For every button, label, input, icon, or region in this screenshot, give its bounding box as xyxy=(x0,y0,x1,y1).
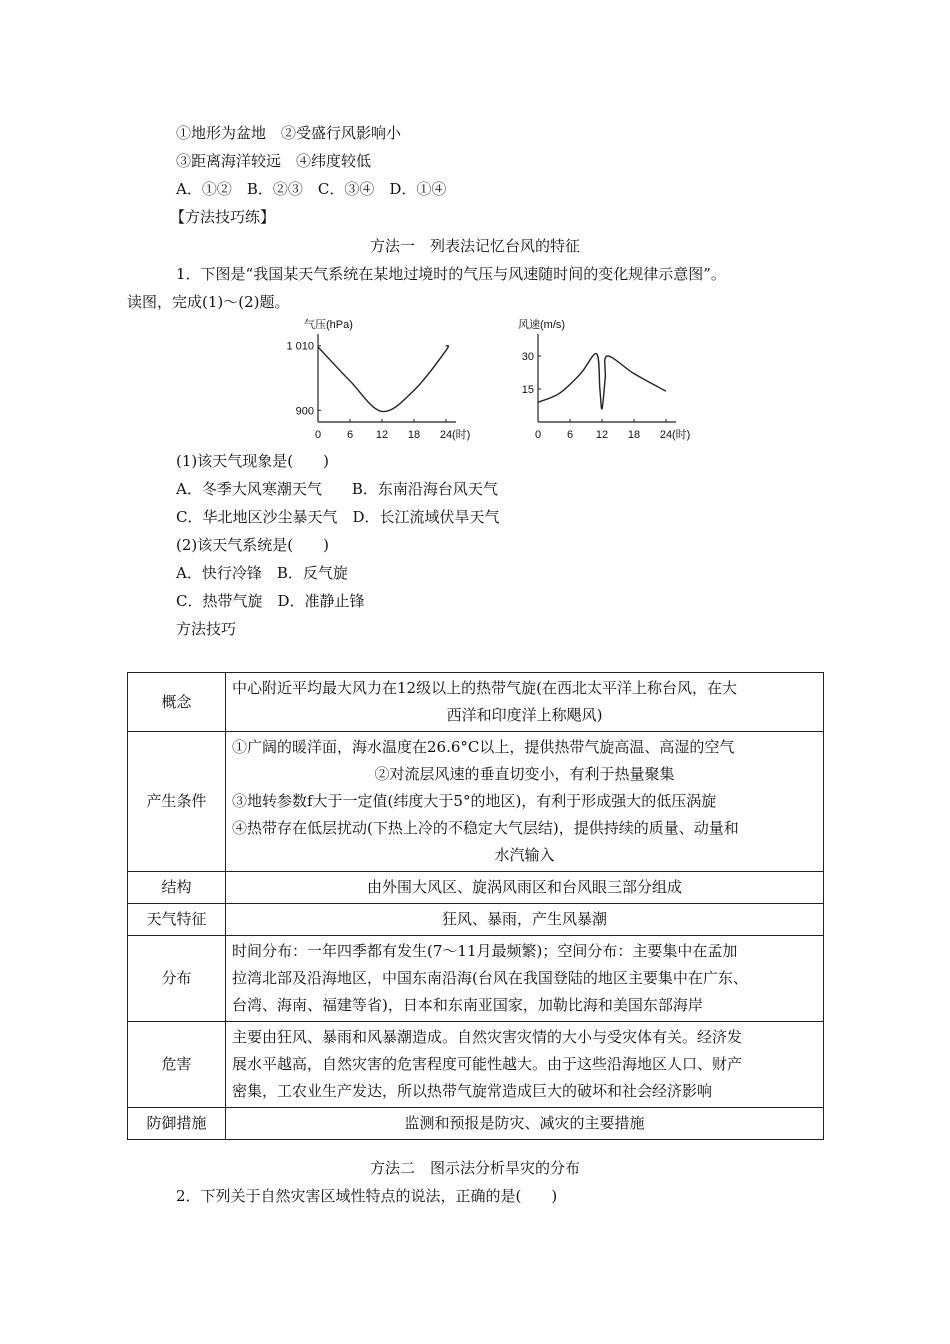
table-row-heading: 产生条件 xyxy=(128,732,226,872)
table-row xyxy=(128,1108,824,1140)
x-axis-label: (时) xyxy=(452,429,471,441)
series-line xyxy=(318,346,448,412)
x-tick-label: 12 xyxy=(375,429,389,441)
table-row xyxy=(128,872,824,904)
table-cell-line: 西洋和印度洋上称飓风) xyxy=(446,706,603,724)
table-row-content xyxy=(226,673,824,732)
table-row-heading: 天气特征 xyxy=(128,904,226,936)
section-title: 【方法技巧练】 xyxy=(170,208,276,226)
method2-title: 方法二 图示法分析旱灾的分布 xyxy=(369,1159,580,1177)
sub1-options-ab: A．冬季大风寒潮天气 B．东南沿海台风天气 xyxy=(176,480,498,498)
y-tick-label: 900 xyxy=(295,405,314,418)
y-axis-label: 风速(m/s) xyxy=(518,319,566,331)
table-cell-line: 由外围大风区、旋涡风雨区和台风眼三部分组成 xyxy=(366,878,682,896)
x-tick-label: 6 xyxy=(566,429,574,441)
series-line xyxy=(538,354,666,409)
table-row-content xyxy=(226,872,824,904)
prev-answers: A．①② B．②③ C．③④ D．①④ xyxy=(176,180,447,198)
table-cell-line: 监测和预报是防灾、减灾的主要措施 xyxy=(404,1114,645,1132)
pressure-chart xyxy=(282,314,482,450)
table-cell-line: 展水平越高，自然灾害的危害程度可能性越大。由于这些沿海地区人口、财产 xyxy=(232,1055,743,1073)
table-row-heading: 危害 xyxy=(128,1022,226,1108)
table-row-heading: 结构 xyxy=(128,872,226,904)
x-tick-label: 18 xyxy=(627,429,641,441)
table-cell-line: ①广阔的暖洋面，海水温度在26.6°C以上，提供热带气旋高温、高湿的空气 xyxy=(232,738,735,756)
x-tick-label: 12 xyxy=(595,429,609,441)
table-row xyxy=(128,1022,824,1108)
prev-options-line2: ③距离海洋较远 ④纬度较低 xyxy=(176,152,372,170)
x-tick-label: 0 xyxy=(314,429,322,441)
prev-options-line1: ①地形为盆地 ②受盛行风影响小 xyxy=(176,124,402,142)
y-axis-label: 气压(hPa) xyxy=(304,319,353,331)
table-row-content xyxy=(226,732,824,872)
sub1-options-cd: C．华北地区沙尘暴天气 D．长江流域伏旱天气 xyxy=(176,508,500,526)
x-tick-label: 18 xyxy=(407,429,421,441)
table-row xyxy=(128,673,824,732)
table-row-heading: 分布 xyxy=(128,936,226,1022)
method1-title: 方法一 列表法记忆台风的特征 xyxy=(369,237,580,255)
x-tick-label: 6 xyxy=(346,429,354,441)
y-tick-label: 30 xyxy=(521,351,534,363)
table-row-content xyxy=(226,1108,824,1140)
table-cell-line: 时间分布：一年四季都有发生(7～11月最频繁)；空间分布：主要集中在孟加 xyxy=(232,942,738,960)
table-cell-line: 拉湾北部及沿海地区，中国东南沿海(台风在我国登陆的地区主要集中在广东、 xyxy=(232,969,748,987)
table-row-content xyxy=(226,936,824,1022)
table-cell-line: 台湾、海南、福建等省)，日本和东南亚国家，加勒比海和美国东部海岸 xyxy=(232,996,703,1014)
question1-line2: 读图，完成(1)～(2)题。 xyxy=(127,293,290,311)
sub-question-2: (2)该天气系统是( ) xyxy=(176,536,329,554)
table-row-content xyxy=(226,1022,824,1108)
question1-line1: 1．下图是“我国某天气系统在某地过境时的气压与风速随时间的变化规律示意图”。 xyxy=(176,265,726,283)
question2: 2．下列关于自然灾害区域性特点的说法，正确的是( ) xyxy=(176,1187,558,1205)
table-cell-line: 密集，工农业生产发达，所以热带气旋常造成巨大的破坏和社会经济影响 xyxy=(232,1082,713,1100)
typhoon-table xyxy=(127,672,824,1140)
table-cell-line: 中心附近平均最大风力在12级以上的热带气旋(在西北太平洋上称台风，在大 xyxy=(232,679,737,697)
sub2-options-ab: A．快行冷锋 B．反气旋 xyxy=(176,564,348,582)
tips-label: 方法技巧 xyxy=(176,620,237,638)
table-row-heading: 概念 xyxy=(128,673,226,732)
x-tick-label: 24 xyxy=(439,429,453,441)
table-row-heading: 防御措施 xyxy=(128,1108,226,1140)
typhoon-table-body xyxy=(128,673,824,1140)
sub2-options-cd: C．热带气旋 D．准静止锋 xyxy=(176,592,365,610)
x-tick-label: 24 xyxy=(659,429,673,441)
x-tick-label: 0 xyxy=(534,429,542,441)
table-cell-line: 主要由狂风、暴雨和风暴潮造成。自然灾害灾情的大小与受灾体有关。经济发 xyxy=(232,1028,743,1046)
y-tick-label: 1 010 xyxy=(286,340,314,353)
wind-speed-chart-svg xyxy=(502,314,702,446)
table-cell-line: 水汽输入 xyxy=(494,846,555,864)
sub-question-1: (1)该天气现象是( ) xyxy=(176,452,329,470)
table-cell-line: 狂风、暴雨，产生风暴潮 xyxy=(441,910,607,928)
table-cell-line: ②对流层风速的垂直切变小，有利于热量聚集 xyxy=(374,765,675,783)
table-row xyxy=(128,936,824,1022)
wind-speed-chart xyxy=(502,314,702,450)
table-cell-line: ③地转参数f大于一定值(纬度大于5°的地区)，有利于形成强大的低压涡旋 xyxy=(232,792,717,810)
table-row xyxy=(128,904,824,936)
table-cell-line: ④热带存在低层扰动(下热上冷的不稳定大气层结)，提供持续的质量、动量和 xyxy=(232,819,739,837)
x-axis-label: (时) xyxy=(672,429,691,441)
table-row-content xyxy=(226,904,824,936)
table-row xyxy=(128,732,824,872)
pressure-chart-svg xyxy=(282,314,482,446)
y-tick-label: 15 xyxy=(521,384,534,396)
